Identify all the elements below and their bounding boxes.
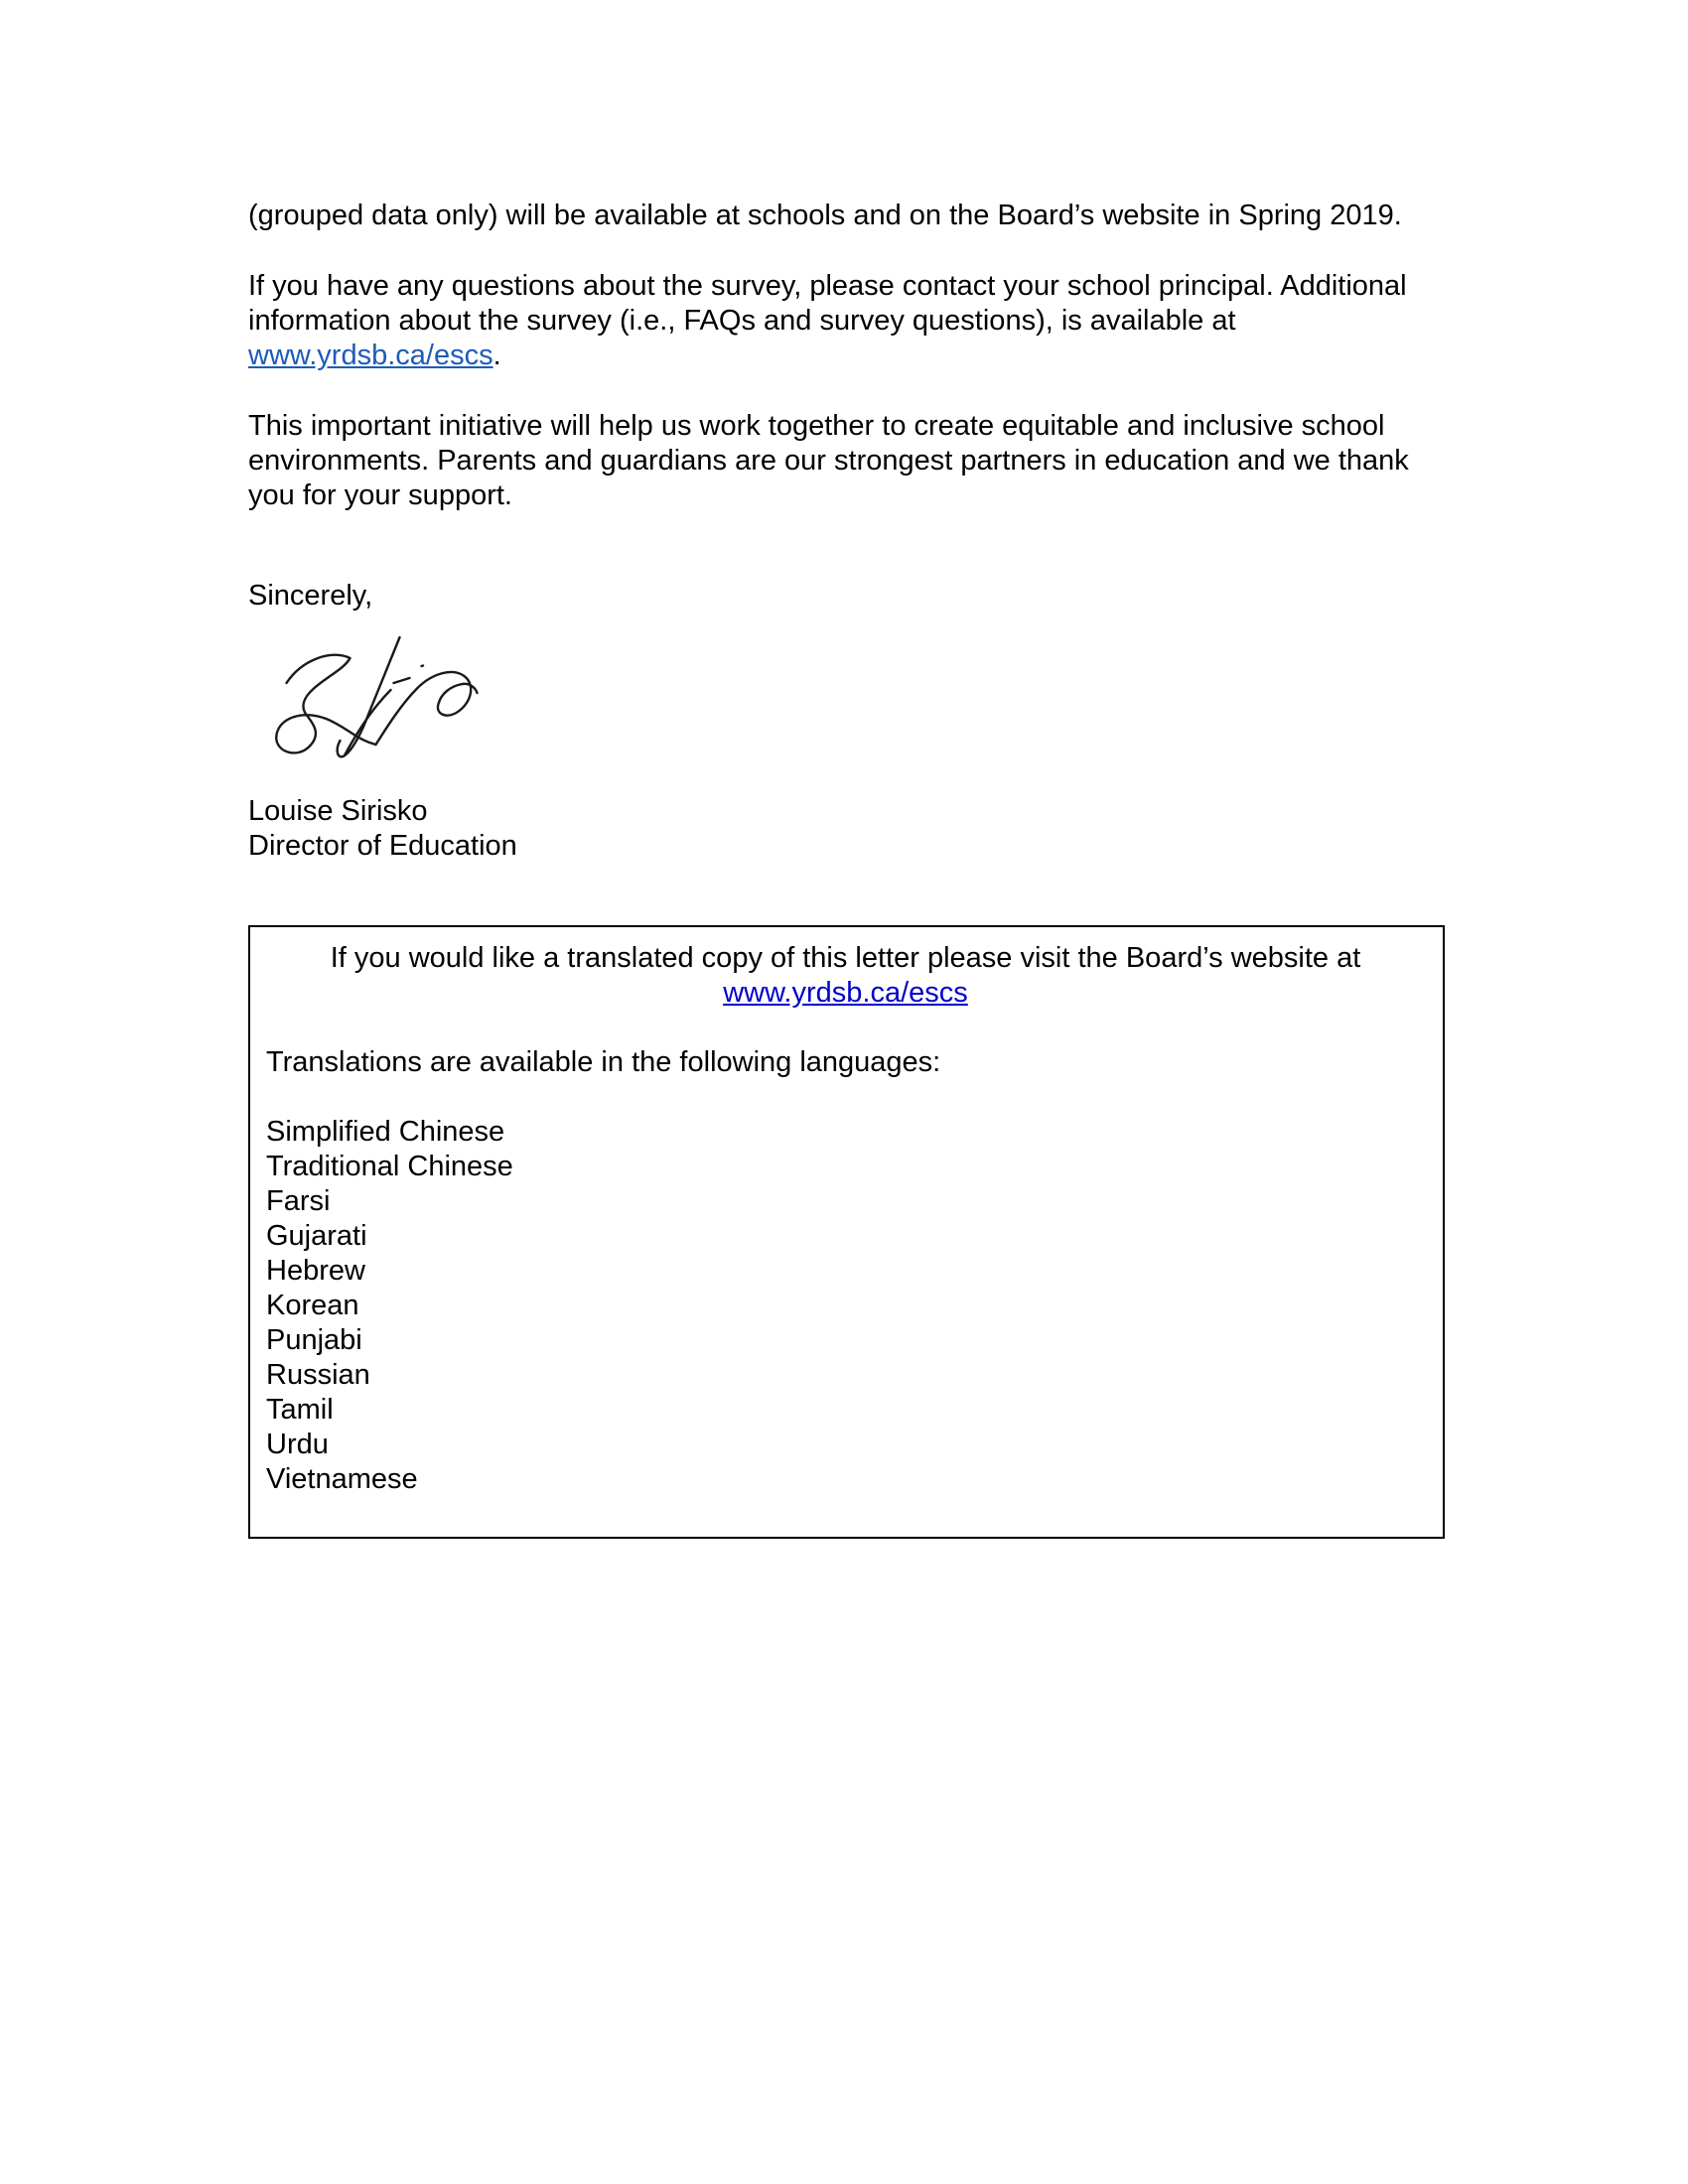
language-list <box>266 1115 1425 1497</box>
translation-heading <box>266 941 1425 1011</box>
language-item: Traditional Chinese <box>266 1151 513 1182</box>
paragraph-availability-text: (grouped data only) will be available at schools and on the Board’s website in Spring 2019. <box>248 200 1402 231</box>
translation-website-link[interactable]: www.yrdsb.ca/escs <box>723 977 968 1009</box>
letter-body <box>248 199 1445 864</box>
translation-heading-text: If you would like a translated copy of this letter please visit the Board’s website at <box>330 942 1361 974</box>
language-item: Hebrew <box>266 1255 365 1287</box>
language-item: Korean <box>266 1290 359 1321</box>
language-item: Vietnamese <box>266 1463 418 1495</box>
paragraph-initiative: This important initiative will help us work together to create equitable and inclusive school environments. Parents and guardians are our strongest partners in education and we thank you for your support. <box>248 410 1409 511</box>
survey-info-link[interactable]: www.yrdsb.ca/escs <box>248 340 493 371</box>
language-item: Urdu <box>266 1429 329 1460</box>
paragraph-questions-text: If you have any questions about the survey, please contact your school principal. Additional information about the survey (i.e., FAQs and survey questions), is available at <box>248 270 1407 337</box>
signature-svg <box>248 619 516 768</box>
language-item: Simplified Chinese <box>266 1116 505 1148</box>
language-item: Punjabi <box>266 1324 362 1356</box>
paragraph-availability <box>248 199 1445 233</box>
paragraph-questions <box>248 269 1445 373</box>
language-item: Russian <box>266 1359 370 1391</box>
signatory-title: Director of Education <box>248 830 517 862</box>
language-item: Gujarati <box>266 1220 367 1252</box>
closing-text: Sincerely, <box>248 580 373 612</box>
paragraph-questions-period: . <box>492 340 501 371</box>
translation-box <box>248 925 1445 1539</box>
language-item: Farsi <box>266 1185 331 1217</box>
language-item: Tamil <box>266 1394 334 1426</box>
signatory-name: Louise Sirisko <box>248 795 428 827</box>
signature-image <box>248 619 516 768</box>
translation-intro: Translations are available in the following languages: <box>266 1046 941 1078</box>
